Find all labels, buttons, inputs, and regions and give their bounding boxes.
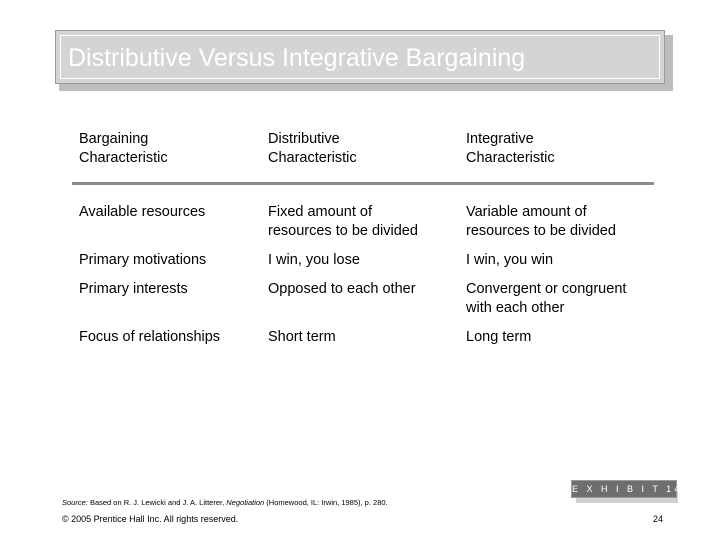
header-line: Integrative [466,131,534,147]
table-cell-row4-distributive [268,328,336,347]
source-citation [62,498,388,507]
cell-line: Opposed to each other [268,281,416,297]
table-cell-row4-integrative [466,328,531,347]
cell-line: Fixed amount of [268,204,372,220]
cell-line: Available resources [79,204,206,220]
table-cell-row3-integrative [466,280,626,318]
cell-line: Primary motivations [79,252,207,268]
cell-line: with each other [466,300,565,316]
page-title: Distributive Versus Integrative Bargaining [68,44,526,72]
table-cell-row3-characteristic [79,280,188,299]
cell-line: Variable amount of [466,204,587,220]
header-bargaining-characteristic [79,130,168,168]
header-line: Distributive [268,131,340,147]
table-cell-row1-distributive [268,203,418,241]
source-text-2: (Homewood, IL: Irwin, 1985), p. 280. [264,498,388,507]
cell-line: Primary interests [79,281,188,297]
cell-line: Convergent or congruent [466,281,627,297]
copyright-notice: © 2005 Prentice Hall Inc. All rights reserved. [62,514,239,524]
source-book-title: Negotiation [226,498,265,507]
cell-line: I win, you lose [268,252,360,268]
cell-line: Focus of relationships [79,329,221,345]
page-number: 24 [653,514,664,524]
table-cell-row3-distributive [268,280,416,299]
header-divider [72,182,654,185]
cell-line: I win, you win [466,252,554,268]
table-cell-row2-characteristic [79,251,206,270]
header-line: Characteristic [466,150,555,166]
exhibit-label: E X H I B I T 14–6 [571,480,677,498]
source-prefix: Source: [62,498,88,507]
cell-line: Long term [466,329,532,345]
source-text-1: Based on R. J. Lewicki and J. A. Litterer, [87,498,227,507]
header-distributive-characteristic [268,130,357,168]
header-line: Characteristic [79,150,168,166]
header-integrative-characteristic [466,130,555,168]
table-cell-row1-integrative [466,203,616,241]
cell-line: resources to be divided [466,223,616,239]
table-cell-row2-integrative [466,251,553,270]
cell-line: Short term [268,329,336,345]
table-cell-row2-distributive [268,251,360,270]
header-line: Characteristic [268,150,357,166]
title-banner [55,30,665,84]
table-cell-row1-characteristic [79,203,205,222]
header-line: Bargaining [79,131,149,147]
table-cell-row4-characteristic [79,328,220,347]
cell-line: resources to be divided [268,223,418,239]
